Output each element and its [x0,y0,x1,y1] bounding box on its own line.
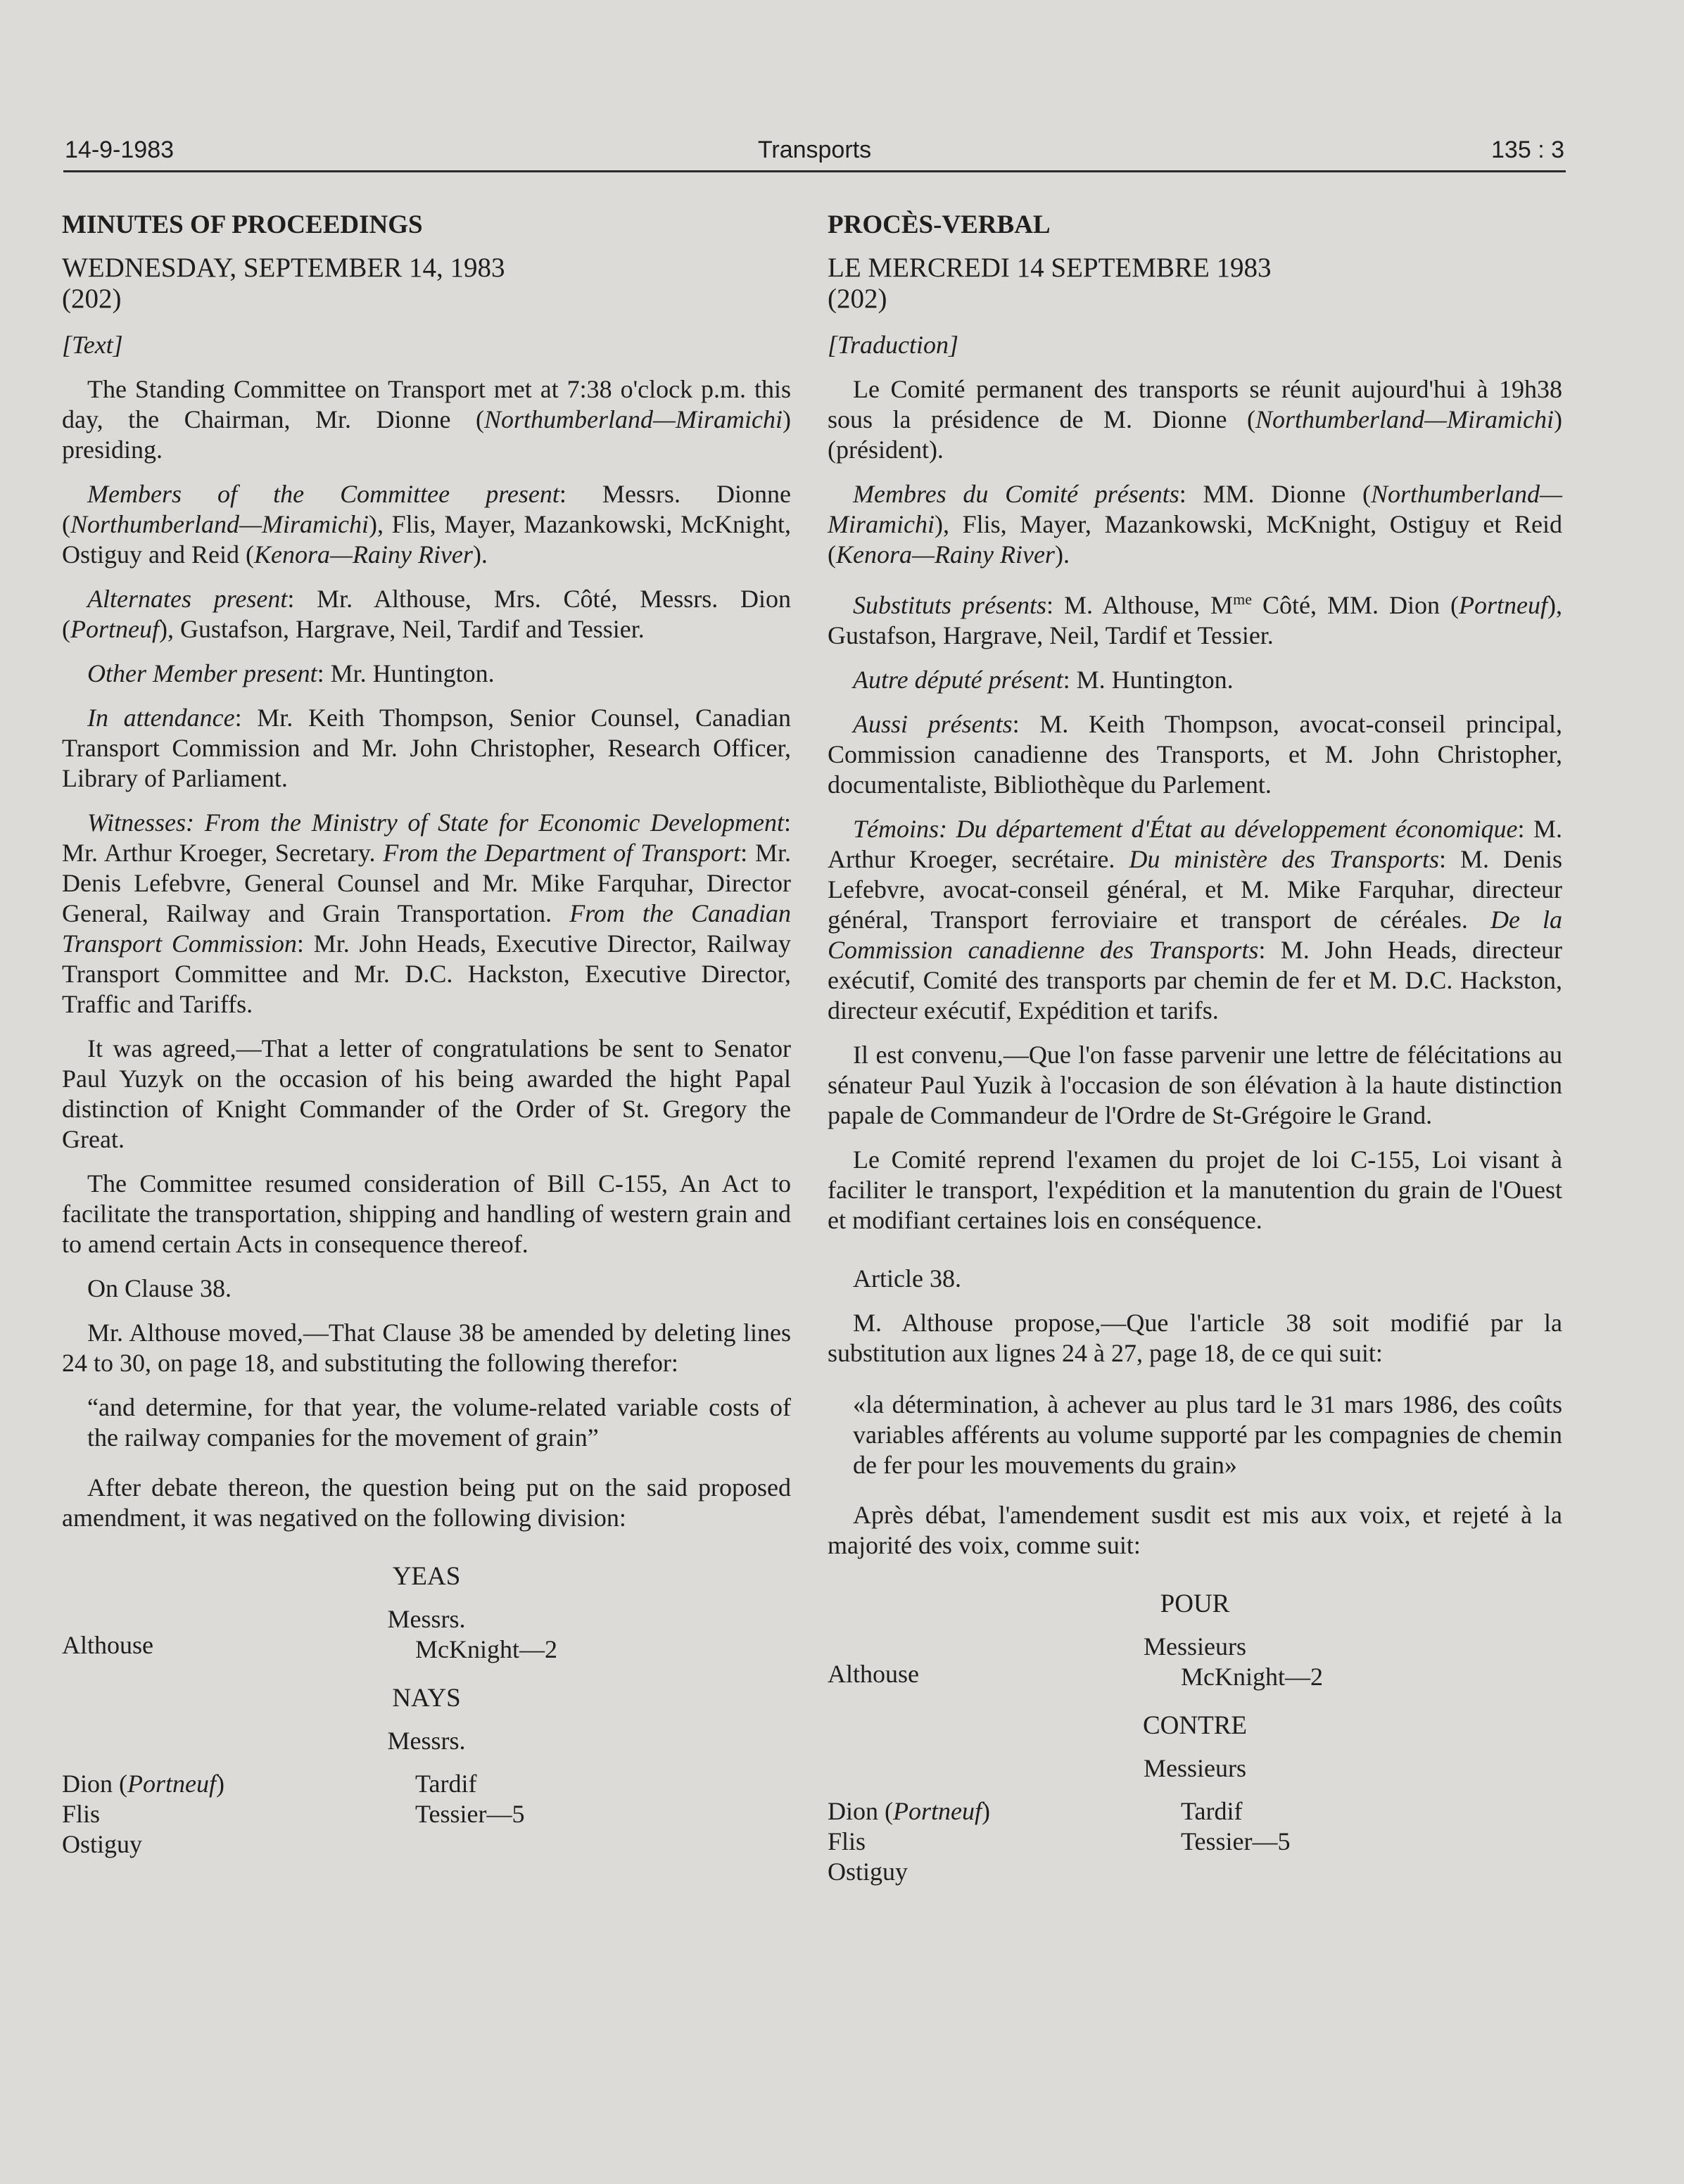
nays-messrs: Messieurs [1144,1754,1246,1782]
header-title: Transports [757,136,872,163]
meeting-date: LE MERCREDI 14 SEPTEMBRE 1983 [828,253,1272,283]
text-tag: [Text] [62,331,123,359]
opening-paragraph: Le Comité permanent des transports se réunit aujourd'hui à 19h38 sous la présidence de M. Dionne (Northumberland—Miramichi) (président). [828,375,1562,464]
attendance-paragraph: Aussi présents: M. Keith Thompson, avocat-conseil principal, Commission canadienne des Transports, et M. John Christopher, documentaliste, Bibliothèque du Parlement. [828,710,1562,799]
motion-paragraph: M. Althouse propose,—Que l'article 38 soit modifié par la substitution aux lignes 24 à 27, page 18, de ce qui suit: [828,1309,1562,1367]
meeting-number: (202) [62,284,122,314]
nay-name: Dion (Portneuf) [828,1797,990,1825]
witnesses-paragraph: Witnesses: From the Ministry of State for Economic Development: Mr. Arthur Kroeger, Secretary. From the Department of Transport: Mr. Denis Lefebvre, General Counsel and Mr. Mike Farquhar, Director General, Railway and Grain Transportation. From the Canadian Transport Commission: Mr. John Heads, Executive Director, Railway Transport Committee and Mr. D.C. Hackston, Executive Director, Traffic and Tariffs. [62,808,791,1018]
nay-name: Tardif [1181,1797,1243,1825]
agreed-paragraph: Il est convenu,—Que l'on fasse parvenir une lettre de félécitations au sénateur Paul Yuzik à l'occasion de son élévation à la haute distinction papale de Commandeur de l'Ordre de St-Grégoire le Grand. [828,1041,1562,1129]
resumed-paragraph: The Committee resumed consideration of Bill C-155, An Act to facilitate the transportation, shipping and handling of western grain and to amend certain Acts in consequence thereof. [62,1169,791,1258]
nay-name: Tardif [415,1770,477,1798]
debate-paragraph: Après débat, l'amendement susdit est mis aux voix, et rejeté à la majorité des voix, comme suit: [828,1501,1562,1559]
running-header [65,132,1564,167]
meeting-date: WEDNESDAY, SEPTEMBER 14, 1983 [62,253,505,283]
other-member-paragraph: Autre député présent: M. Huntington. [853,666,1234,694]
nay-name: Tessier—5 [415,1800,525,1828]
yea-name-right: McKnight—2 [1181,1663,1323,1691]
nays-heading: NAYS [392,1684,461,1713]
header-date: 14-9-1983 [65,136,175,163]
header-rule [63,170,1566,172]
nay-name: Tessier—5 [1181,1827,1291,1855]
witnesses-paragraph: Témoins: Du département d'État au développement économique: M. Arthur Kroeger, secrétaire. Du ministère des Transports: M. Denis Lefebvre, avocat-conseil général, et M. Mike Farquhar, directeur général, Transport ferroviaire et transport de céréales. De la Commission canadienne des Transports: M. John Heads, directeur exécutif, Comité des transports par chemin de fer et M. D.C. Hackston, directeur exécutif, Expédition et tarifs. [828,815,1562,1024]
heading: MINUTES OF PROCEEDINGS [62,210,423,239]
heading: PROCÈS-VERBAL [828,210,1051,239]
amendment-quote: «la détermination, à achever au plus tard le 31 mars 1986, des coûts variables afférents au volume supporté par les compagnies de chemin de fer pour les mouvements du grain» [853,1390,1562,1479]
yeas-messrs: Messrs. [387,1605,466,1633]
nay-name: Flis [62,1800,101,1828]
debate-paragraph: After debate thereon, the question being put on the said proposed amendment, it was negatived on the following division: [62,1473,791,1532]
nays-heading: CONTRE [1143,1711,1247,1740]
members-paragraph: Members of the Committee present: Messrs. Dionne (Northumberland—Miramichi), Flis, Mayer, Mazankowski, McKnight, Ostiguy and Reid (Kenora—Rainy River). [62,480,791,569]
nay-name: Ostiguy [62,1830,143,1858]
opening-paragraph: The Standing Committee on Transport met at 7:38 o'clock p.m. this day, the Chairman, Mr. Dionne (Northumberland—Miramichi) presiding. [62,375,791,464]
resumed-paragraph: Le Comité reprend l'examen du projet de loi C-155, Loi visant à faciliter le transport, l'expédition et la manutention du grain de l'Ouest et modifiant certaines lois en conséquence. [828,1145,1562,1234]
yeas-messrs: Messieurs [1144,1632,1246,1661]
agreed-paragraph: It was agreed,—That a letter of congratulations be sent to Senator Paul Yuzyk on the occasion of his being awarded the hight Papal distinction of Knight Commander of the Order of St. Gregory the Great. [62,1034,791,1153]
yeas-heading: YEAS [392,1562,461,1591]
division-vote [62,1561,791,1860]
alternates-paragraph: Alternates present: Mr. Althouse, Mrs. Côté, Messrs. Dion (Portneuf), Gustafson, Hargrave, Neil, Tardif and Tessier. [62,585,791,643]
english-column [62,210,791,1860]
french-column [828,210,1562,1887]
nay-name: Flis [828,1827,866,1855]
clause-paragraph: On Clause 38. [87,1274,232,1302]
nays-messrs: Messrs. [387,1727,466,1755]
text-tag: [Traduction] [828,331,959,359]
other-member-paragraph: Other Member present: Mr. Huntington. [87,659,495,687]
page-number: 135 : 3 [1491,136,1564,163]
yea-name-left: Althouse [62,1631,153,1659]
attendance-paragraph: In attendance: Mr. Keith Thompson, Senior Counsel, Canadian Transport Commission and Mr. John Christopher, Research Officer, Library of Parliament. [62,704,791,792]
yea-name-right: McKnight—2 [415,1635,557,1663]
meeting-number: (202) [828,284,887,314]
nay-name: Dion (Portneuf) [62,1770,224,1798]
members-paragraph: Membres du Comité présents: MM. Dionne (Northumberland—Miramichi), Flis, Mayer, Mazankowski, McKnight, Ostiguy et Reid (Kenora—Rainy River). [828,480,1562,569]
motion-paragraph: Mr. Althouse moved,—That Clause 38 be amended by deleting lines 24 to 30, on page 18, and substituting the following therefor: [62,1319,791,1377]
alternates-paragraph: Substituts présents: M. Althouse, $M^{me}$ Côté, MM. Dion (Portneuf), Gustafson, Hargrave, Neil, Tardif et Tessier. [828,590,1563,649]
division-vote [828,1589,1562,1887]
amendment-quote: “and determine, for that year, the volume-related variable costs of the railway companies for the movement of grain” [87,1393,791,1452]
clause-paragraph: Article 38. [853,1264,961,1293]
nay-name: Ostiguy [828,1858,909,1886]
yea-name-left: Althouse [828,1660,919,1688]
yeas-heading: POUR [1160,1589,1230,1618]
